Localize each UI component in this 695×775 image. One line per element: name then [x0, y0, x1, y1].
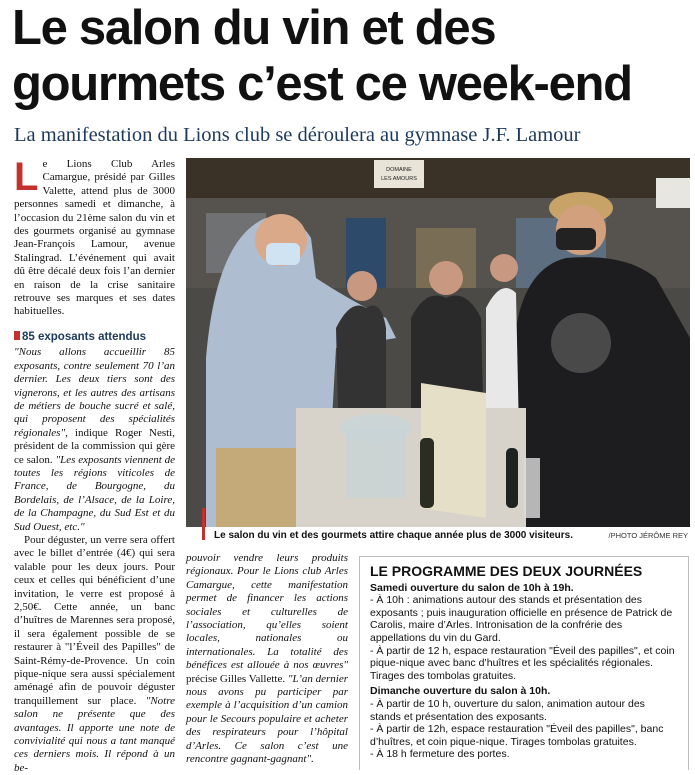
headline: Le salon du vin et des gourmets c’est ce week-end: [12, 1, 632, 111]
section1-paragraph: [14, 346, 175, 534]
photo-caption: Le salon du vin et des gourmets attire chaque année plus de 3000 visiteurs.: [214, 530, 574, 541]
svg-text:LES AMOURS: LES AMOURS: [381, 176, 417, 182]
day2-item: - À partir de 10 h, ouverture du salon, animation autour des stands et présentation des exposants.: [370, 697, 645, 723]
intro-paragraph: [14, 155, 175, 319]
day2-title: Dimanche ouverture du salon à 10h.: [370, 685, 551, 698]
quote-nesti: "Nous allons accueillir 85 exposants, contre seulement 70 l’an dernier. Les deux tiers sont des vignerons, et les autres des artisans de métiers de bouche sucré et salé, qui proposent des spécialités régionales": [14, 346, 175, 439]
drop-cap: L: [14, 155, 39, 199]
programme-box: [359, 556, 689, 770]
photo-illustration: [186, 158, 690, 527]
day2-item: - À partir de 12h, espace restauration "Éveil des papilles", banc d’huîtres, et coin pique-nique. Tirages tombolas gratuites.: [370, 723, 664, 748]
quote-regions: "Les exposants viennent de toutes les régions viticoles de France, de Bourgogne, du Bordelais, de l’Alsace, de la Loire, de la Champagne, du Sud Est et du Sud Ouest, etc.": [14, 453, 176, 533]
section-heading: 85 exposants attendus: [14, 331, 175, 344]
day1-item: - À partir de 12 h, espace restauration "Éveil des papilles", et coin pique-nique avec banc d’huîtres et les spécialités régionales. Tirages des tombolas gratuites.: [370, 644, 675, 682]
article-column-2: [186, 552, 348, 767]
tasting-paragraph: [14, 534, 175, 775]
day1-title: Samedi ouverture du salon de 10h à 19h.: [370, 581, 574, 594]
day1-item: - À 10h : animations autour des stands et présentation des exposants ; puis inauguration officielle en présence de Patrick de Carolis, maire d’Arles. Intronisation de la confrérie des appellations du vin du Gard.: [370, 594, 673, 644]
day2-item: - À 18 h fermeture des portes.: [370, 748, 510, 761]
programme-title: LE PROGRAMME DES DEUX JOURNÉES: [370, 563, 643, 579]
article-column-1: [14, 155, 176, 775]
attribution-nesti: , indique Roger Nesti, président de la commission qui gère ce salon.: [14, 426, 175, 466]
col2-quote: "L’an dernier nous avons pu participer par exemple à l’acquisition d’un camion pour le Secours populaire et acheter des respirateurs pour l’hôpital d’Arles. Ce salon c’est une rencontre gagnant-gagnant".: [186, 672, 348, 766]
photo-credit: /PHOTO JÉRÔME REY: [608, 531, 688, 540]
man-black-shirt: [516, 257, 690, 527]
subheadline: La manifestation du Lions club se déroulera au gymnase J.F. Lamour: [14, 124, 581, 146]
intro-text: e Lions Club Arles Camargue, présidé par Gilles Valette, attend plus de 3000 personnes samedi et dimanche, à l’occasion du 21ème salon du vin et des gourmets organisé au gymnase Jean-François Lamour, avenue Stalingrad. L’événement qui avait dû être décalé deux fois l’an dernier en raison de la crise sanitaire retrouve ses marques et ses dates habituelles.: [14, 158, 175, 318]
col2-paragraph: [186, 552, 348, 767]
svg-text:DOMAINE: DOMAINE: [386, 167, 412, 173]
event-photo: [186, 158, 690, 527]
photo-caption-block: [186, 530, 690, 544]
wine-sign: [374, 160, 424, 188]
caption-bar: [202, 508, 205, 540]
tasting-text: Pour déguster, un verre sera offert avec le billet d’entrée (4€) qui sera valable pour les deux jours. Pour ceux et celles qui bénéficient d’une invitation, le verre est proposé à 2,50€. Cette année, un banc d’huîtres de Marennes sera proposé, il sera également possible de se restaurer à "l’Éveil des Papilles" de Saint-Rémy-de-Provence. Un coin pique-nique sera aussi spécialement aménagé afin de pouvoir déguster tranquillement sur place.: [14, 533, 175, 707]
col2-text: pouvoir vendre leurs produits régionaux. Pour le Lions club Arles Camargue, cette manifestation permet de financer les actions sociales et culturelles de l’association, qu’elles soient locales, nationales ou internationales. La totalité des bénéfices est allouée à nos œuvres": [186, 552, 348, 672]
quote-advantages: "Notre salon ne présente que des avantages. Il apporte une note de convivialité qui nous a tant manqué ces derniers mois. Il répond à un be-: [14, 694, 175, 774]
col2-attribution: précise Gilles Vallette.: [186, 672, 288, 685]
